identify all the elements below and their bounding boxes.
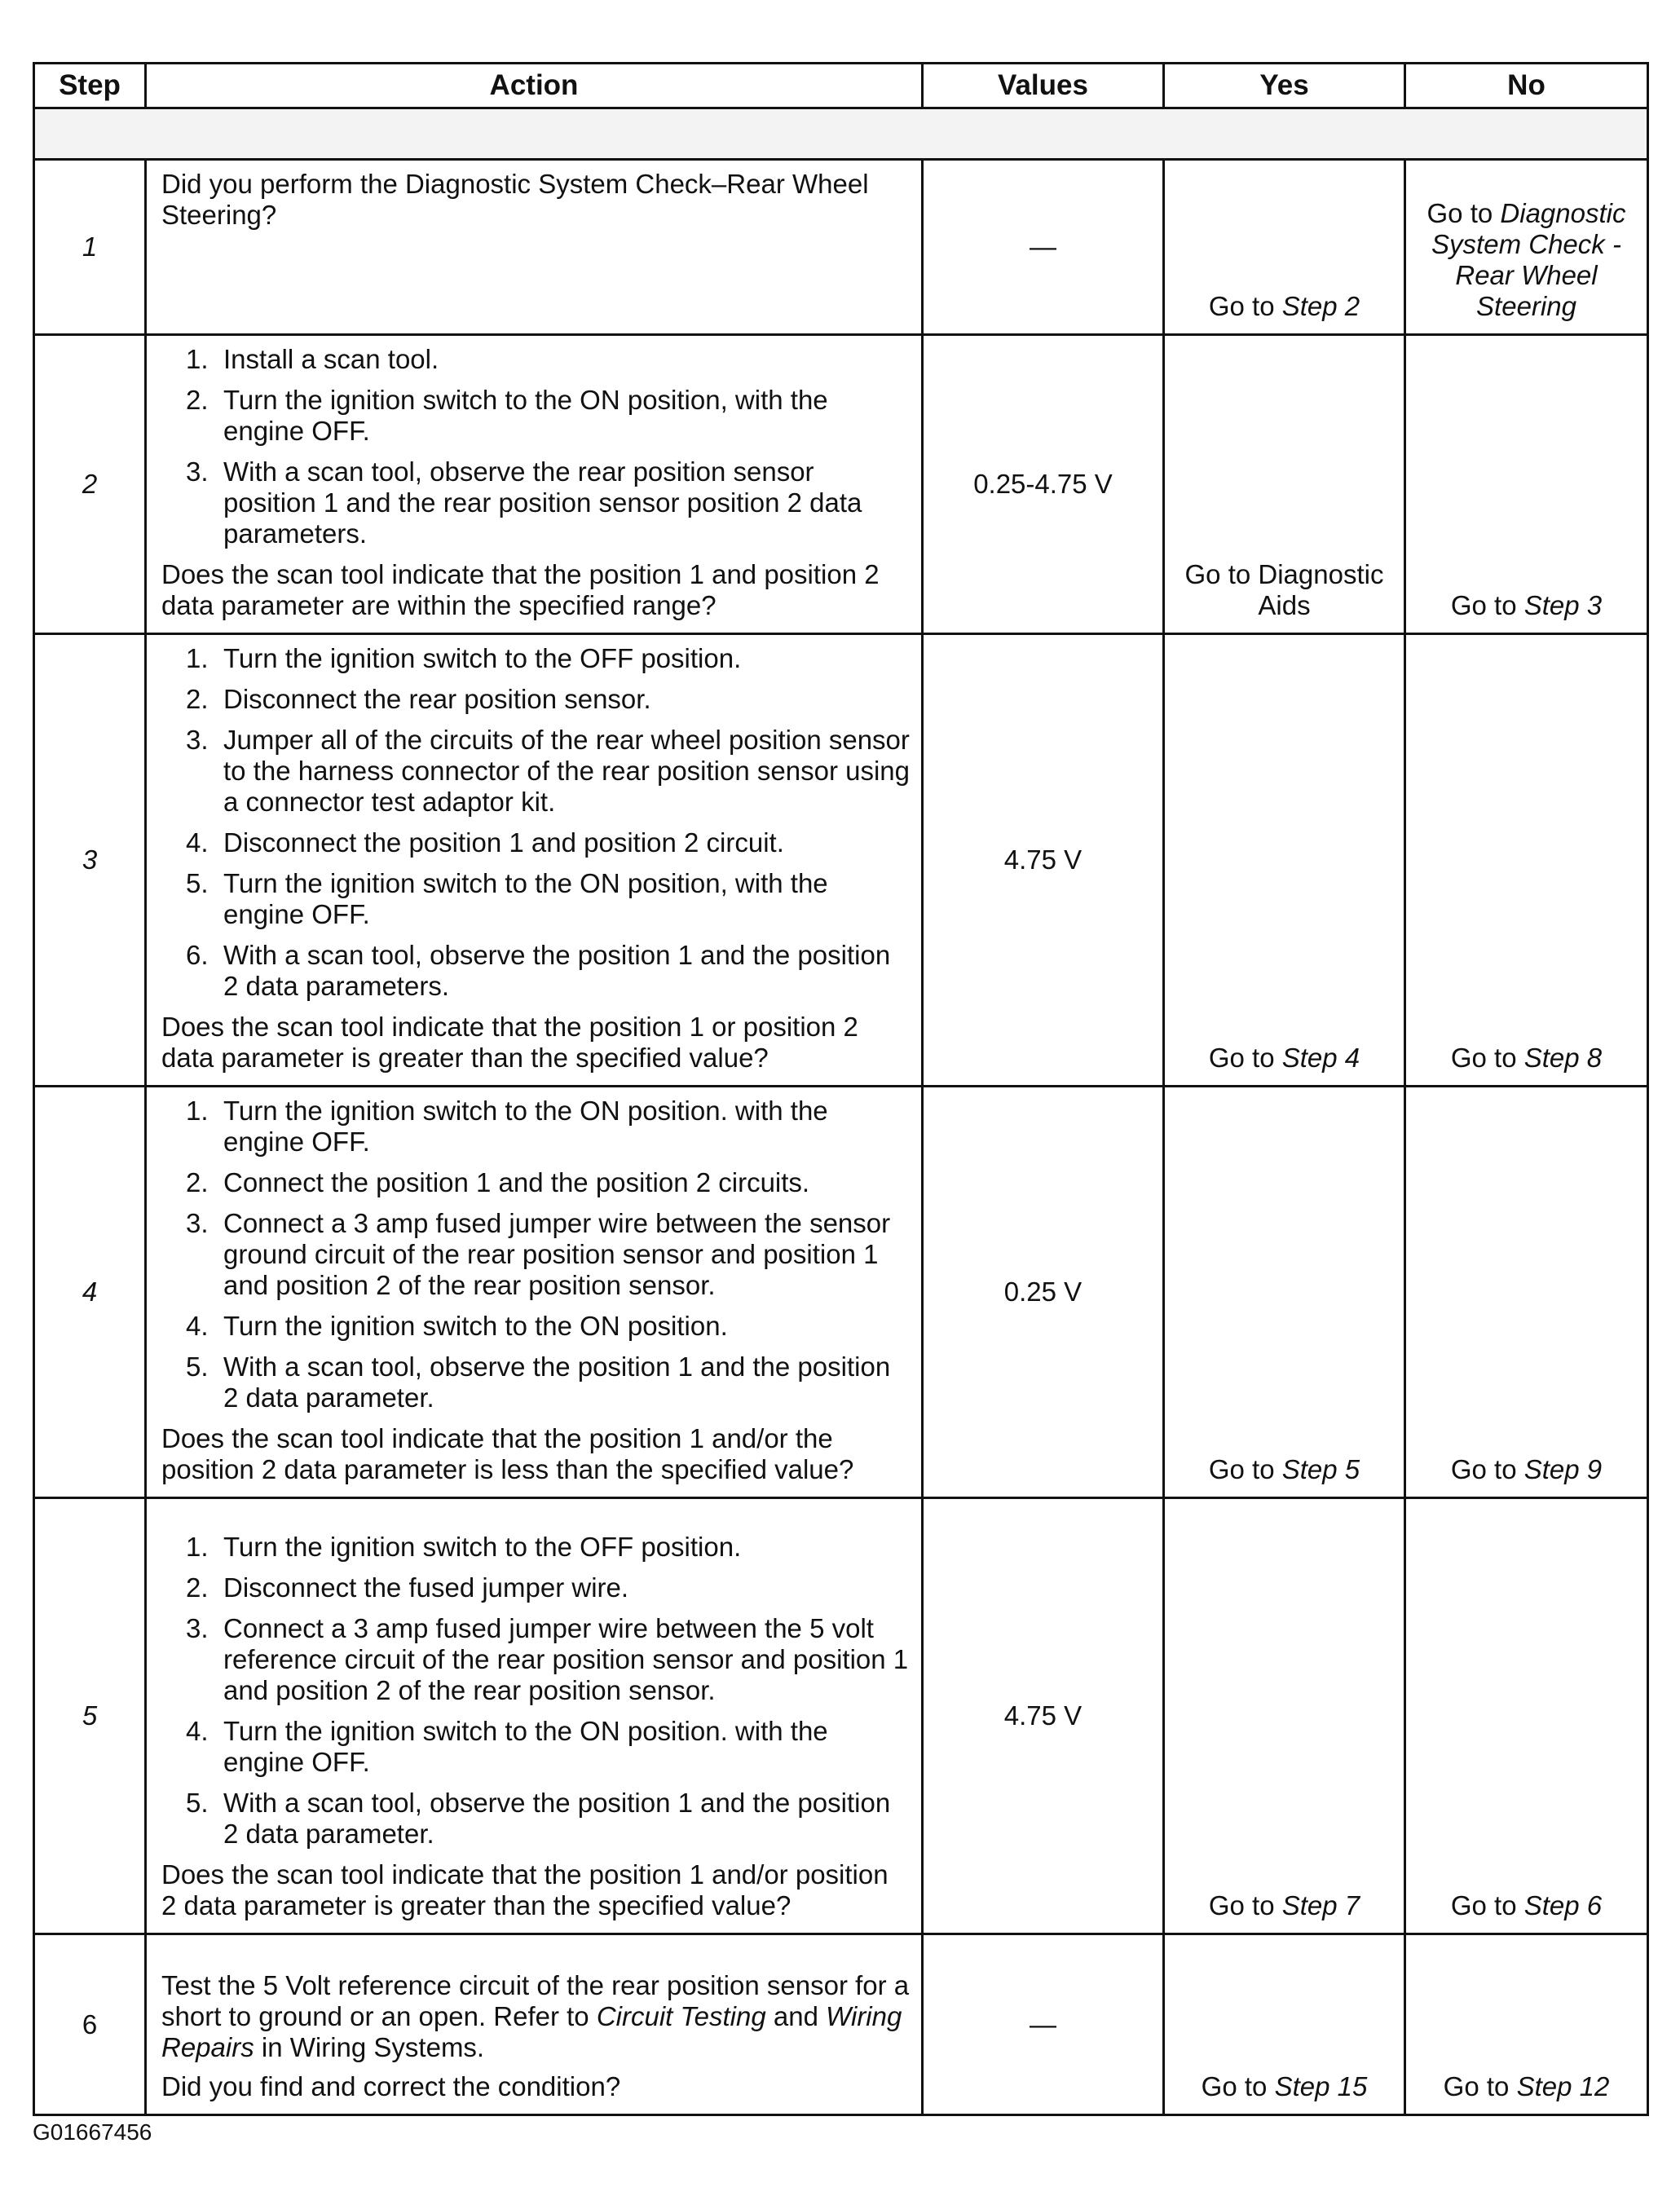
- diagnostic-table-page: [33, 62, 1647, 2116]
- yes-step-link[interactable]: Step 2: [1281, 291, 1360, 321]
- action-cell: [146, 160, 923, 335]
- no-step-link[interactable]: Step 6: [1523, 1890, 1603, 1920]
- list-item: 2. Turn the ignition switch to the ON position, with the engine OFF.: [186, 385, 828, 446]
- yes-step-link[interactable]: Step 7: [1281, 1890, 1360, 1920]
- table-row: [34, 1934, 1648, 2115]
- yes-prefix: Go to: [1208, 1454, 1282, 1484]
- circuit-testing-link[interactable]: Circuit Testing: [596, 2001, 766, 2031]
- yes-cell: [1164, 1087, 1405, 1498]
- table-row: [34, 1498, 1648, 1934]
- yes-step-link[interactable]: Step 4: [1281, 1043, 1360, 1073]
- value-cell: 0.25 V: [923, 1087, 1164, 1498]
- list-item: 1. Turn the ignition switch to the OFF position.: [186, 1532, 742, 1562]
- yes-prefix: Go to: [1208, 291, 1282, 321]
- value-cell: 4.75 V: [923, 634, 1164, 1087]
- step-number: 4: [34, 1087, 146, 1498]
- no-step-link[interactable]: Step 12: [1516, 2071, 1610, 2101]
- value-cell: 0.25-4.75 V: [923, 335, 1164, 634]
- header-yes: Yes: [1164, 64, 1405, 108]
- no-prefix: Go to: [1450, 1890, 1524, 1920]
- action-question: Does the scan tool indicate that the position 1 and position 2 data parameter are within the specified range?: [161, 559, 880, 620]
- diagnostic-table: [33, 62, 1649, 2116]
- list-item: 2. Disconnect the rear position sensor.: [186, 684, 651, 714]
- yes-step-link[interactable]: Step 5: [1281, 1454, 1360, 1484]
- action-cell: [146, 335, 923, 634]
- table-header-row: [34, 64, 1648, 108]
- header-step: Step: [34, 64, 146, 108]
- step-number: 2: [34, 335, 146, 634]
- action-question: Did you find and correct the condition?: [161, 2071, 621, 2101]
- yes-cell: [1164, 160, 1405, 335]
- action-text: Test the 5 Volt reference circuit of the rear position sensor for a short to ground or an open. Refer to Circuit Testing and Wiring Repairs in Wiring Systems.: [161, 1970, 910, 2062]
- no-cell: [1405, 634, 1648, 1087]
- list-item: 2. Connect the position 1 and the position 2 circuits.: [186, 1167, 810, 1197]
- action-question: Does the scan tool indicate that the position 1 and/or position 2 data parameter is greater than the specified value?: [161, 1859, 889, 1920]
- action-steps-list: [161, 1532, 910, 1850]
- yes-cell: [1164, 634, 1405, 1087]
- value-cell: —: [923, 160, 1164, 335]
- list-item: 4. Turn the ignition switch to the ON position. with the engine OFF.: [186, 1716, 828, 1777]
- step-number: 5: [34, 1498, 146, 1934]
- list-item: 1. Turn the ignition switch to the ON position. with the engine OFF.: [186, 1096, 828, 1157]
- yes-prefix: Go to: [1208, 1890, 1282, 1920]
- step-number: 3: [34, 634, 146, 1087]
- no-cell: [1405, 335, 1648, 634]
- action-text: Did you perform the Diagnostic System Check–Rear Wheel Steering?: [161, 169, 869, 230]
- list-item: 3. Connect a 3 amp fused jumper wire between the sensor ground circuit of the rear position sensor and position 1 and position 2 of the rear position sensor.: [186, 1208, 891, 1300]
- step-number: 1: [34, 160, 146, 335]
- action-cell: [146, 1498, 923, 1934]
- no-prefix: Go to: [1450, 590, 1524, 620]
- list-item: 2. Disconnect the fused jumper wire.: [186, 1572, 629, 1603]
- no-step-link[interactable]: Diagnostic System Check - Rear Wheel Steering: [1431, 198, 1626, 321]
- list-item: 6. With a scan tool, observe the position 1 and the position 2 data parameters.: [186, 940, 891, 1001]
- no-cell: [1405, 160, 1648, 335]
- spacer-row: [34, 108, 1648, 160]
- step-number: 6: [34, 1934, 146, 2115]
- header-no: No: [1405, 64, 1648, 108]
- no-cell: [1405, 1087, 1648, 1498]
- no-prefix: Go to: [1450, 1454, 1524, 1484]
- action-cell: [146, 1934, 923, 2115]
- action-cell: [146, 634, 923, 1087]
- list-item: 4. Turn the ignition switch to the ON position.: [186, 1311, 728, 1341]
- figure-id: G01667456: [33, 2119, 152, 2145]
- list-item: 4. Disconnect the position 1 and position 2 circuit.: [186, 827, 784, 858]
- list-item: 1. Turn the ignition switch to the OFF position.: [186, 643, 742, 673]
- no-cell: [1405, 1498, 1648, 1934]
- list-item: 3. With a scan tool, observe the rear position sensor position 1 and the rear position sensor position 2 data parameters.: [186, 456, 862, 549]
- yes-cell: Go to Diagnostic Aids: [1164, 335, 1405, 634]
- no-prefix: Go to: [1426, 198, 1501, 228]
- no-cell: [1405, 1934, 1648, 2115]
- value-cell: —: [923, 1934, 1164, 2115]
- yes-step-link[interactable]: Step 15: [1274, 2071, 1368, 2101]
- list-item: 1. Install a scan tool.: [186, 344, 439, 374]
- table-row: [34, 1087, 1648, 1498]
- yes-cell: [1164, 1498, 1405, 1934]
- value-cell: 4.75 V: [923, 1498, 1164, 1934]
- action-steps-list: [161, 643, 910, 1002]
- wiring-repairs-link[interactable]: Wiring Repairs: [161, 2001, 902, 2062]
- action-question: Does the scan tool indicate that the position 1 or position 2 data parameter is greater than the specified value?: [161, 1012, 858, 1073]
- yes-prefix: Go to: [1201, 2071, 1275, 2101]
- list-item: 3. Jumper all of the circuits of the rear wheel position sensor to the harness connector of the rear position sensor using a connector test adaptor kit.: [186, 725, 910, 817]
- yes-prefix: Go to: [1208, 1043, 1282, 1073]
- no-prefix: Go to: [1443, 2071, 1517, 2101]
- list-item: 5. Turn the ignition switch to the ON position, with the engine OFF.: [186, 868, 828, 929]
- header-values: Values: [923, 64, 1164, 108]
- table-row: [34, 634, 1648, 1087]
- yes-cell: [1164, 1934, 1405, 2115]
- action-steps-list: [161, 1096, 910, 1413]
- spacer-cell: [34, 108, 1648, 160]
- action-cell: [146, 1087, 923, 1498]
- action-question: Does the scan tool indicate that the position 1 and/or the position 2 data parameter is less than the specified value?: [161, 1423, 854, 1484]
- no-step-link[interactable]: Step 9: [1523, 1454, 1603, 1484]
- no-step-link[interactable]: Step 8: [1523, 1043, 1603, 1073]
- action-steps-list: [161, 344, 910, 549]
- header-action: Action: [146, 64, 923, 108]
- list-item: 5. With a scan tool, observe the position 1 and the position 2 data parameter.: [186, 1352, 891, 1413]
- table-row: [34, 160, 1648, 335]
- list-item: 5. With a scan tool, observe the position 1 and the position 2 data parameter.: [186, 1788, 891, 1849]
- list-item: 3. Connect a 3 amp fused jumper wire between the 5 volt reference circuit of the rear position sensor and position 1 and position 2 of the rear position sensor.: [186, 1613, 909, 1705]
- no-prefix: Go to: [1450, 1043, 1524, 1073]
- no-step-link[interactable]: Step 3: [1523, 590, 1603, 620]
- table-row: [34, 335, 1648, 634]
